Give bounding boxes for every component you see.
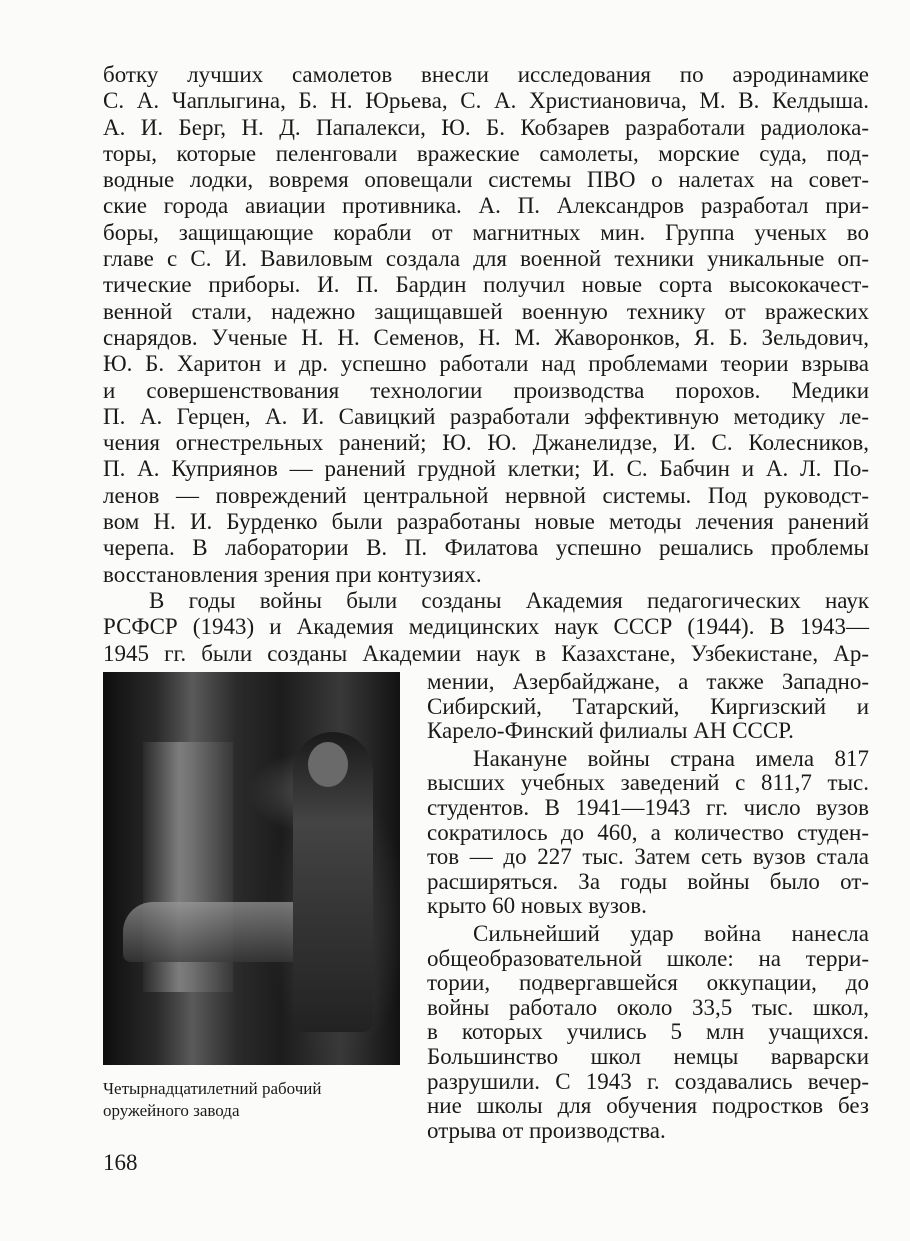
photo-caption: [103, 1078, 403, 1122]
text-line: А. И. Берг, Н. Д. Папалекси, Ю. Б. Кобзарев разработали радиолока-: [103, 114, 869, 140]
text-line: венной стали, надежно защищавшей военную технику от вражеских: [103, 298, 869, 324]
text-line: крыто 60 новых вузов.: [427, 893, 647, 919]
text-line: сократилось до 460, а количество студен-: [427, 819, 869, 845]
text-line: РСФСР (1943) и Академия медицинских наук СССР (1944). В 1943—: [103, 614, 869, 640]
photo-young-worker: [103, 672, 400, 1065]
text-line: восстановления зрения при контузиях.: [103, 561, 482, 587]
main-text-right: [427, 670, 869, 1143]
text-line: Сильнейший удар война нанесла: [473, 920, 869, 946]
text-line: Сибирский, Татарский, Киргизский и: [427, 693, 869, 719]
text-line: войны работало около 33,5 тыс. школ,: [427, 994, 869, 1020]
caption-line: оружейного завода: [103, 1101, 240, 1120]
text-line: чения огнестрельных ранений; Ю. Ю. Джанелидзе, И. С. Колесников,: [103, 430, 869, 456]
text-line: вом Н. И. Бурденко были разработаны новые методы лечения ранений: [103, 509, 869, 535]
text-line: торы, которые пеленговали вражеские самолеты, морские суда, под-: [103, 140, 869, 166]
main-text-top: [103, 62, 869, 667]
text-line: разрушили. С 1943 г. создавались вечер-: [427, 1068, 869, 1094]
text-line: В годы войны были созданы Академия педагогических наук: [149, 587, 869, 613]
text-line: в которых учились 5 млн учащихся.: [427, 1019, 869, 1045]
text-line: мении, Азербайджане, а также Западно-: [427, 669, 869, 694]
worker-head: [308, 742, 348, 787]
text-line: Карело-Финский филиалы АН СССР.: [427, 718, 794, 744]
text-line: тов — до 227 тыс. Затем сеть вузов стала: [427, 844, 869, 870]
page-number: 168: [103, 1150, 138, 1175]
text-line: 1945 гг. были созданы Академии наук в Казахстане, Узбекистане, Ар-: [103, 640, 869, 666]
text-line: студентов. В 1941—1943 гг. число вузов: [427, 794, 869, 820]
text-line: главе с С. И. Вавиловым создала для военной техники уникальные оп-: [103, 246, 869, 272]
text-line: общеобразовательной школе: на терри-: [427, 945, 869, 971]
text-line: П. А. Куприянов — ранений грудной клетки; И. С. Бабчин и А. Л. По-: [103, 456, 869, 482]
text-line: расширяться. За годы войны было от-: [427, 868, 869, 894]
text-line: боры, защищающие корабли от магнитных мин. Группа ученых во: [103, 219, 869, 245]
text-line: тические приборы. И. П. Бардин получил новые сорта высококачест-: [103, 272, 869, 298]
text-line: ботку лучших самолетов внесли исследования по аэродинамике: [103, 62, 869, 87]
caption-line: Четырнадцатилетний рабочий: [103, 1079, 322, 1098]
text-line: высших учебных заведений с 811,7 тыс.: [427, 770, 869, 796]
text-line: тории, подвергавшейся оккупации, до: [427, 970, 869, 996]
text-line: С. А. Чаплыгина, Б. Н. Юрьева, С. А. Христиановича, М. В. Келдыша.: [103, 88, 869, 114]
text-line: ские города авиации противника. А. П. Александров разработал при-: [103, 193, 869, 219]
text-line: Большинство школ немцы варварски: [427, 1043, 869, 1069]
text-line: водные лодки, вовремя оповещали системы ПВО о налетах на совет-: [103, 167, 869, 193]
text-line: отрыва от производства.: [427, 1117, 666, 1143]
text-line: снарядов. Ученые Н. Н. Семенов, Н. М. Жаворонков, Я. Б. Зельдович,: [103, 324, 869, 350]
text-line: ние школы для обучения подростков без: [427, 1093, 869, 1119]
text-line: П. А. Герцен, А. И. Савицкий разработали эффективную методику ле-: [103, 403, 869, 429]
text-line: ленов — повреждений центральной нервной системы. Под руководст-: [103, 482, 869, 508]
text-line: и совершенствования технологии производства порохов. Медики: [103, 377, 869, 403]
text-line: Накануне войны страна имела 817: [473, 745, 869, 771]
text-line: черепа. В лаборатории В. П. Филатова успешно решались проблемы: [103, 535, 869, 561]
text-line: Ю. Б. Харитон и др. успешно работали над проблемами теории взрыва: [103, 351, 869, 377]
